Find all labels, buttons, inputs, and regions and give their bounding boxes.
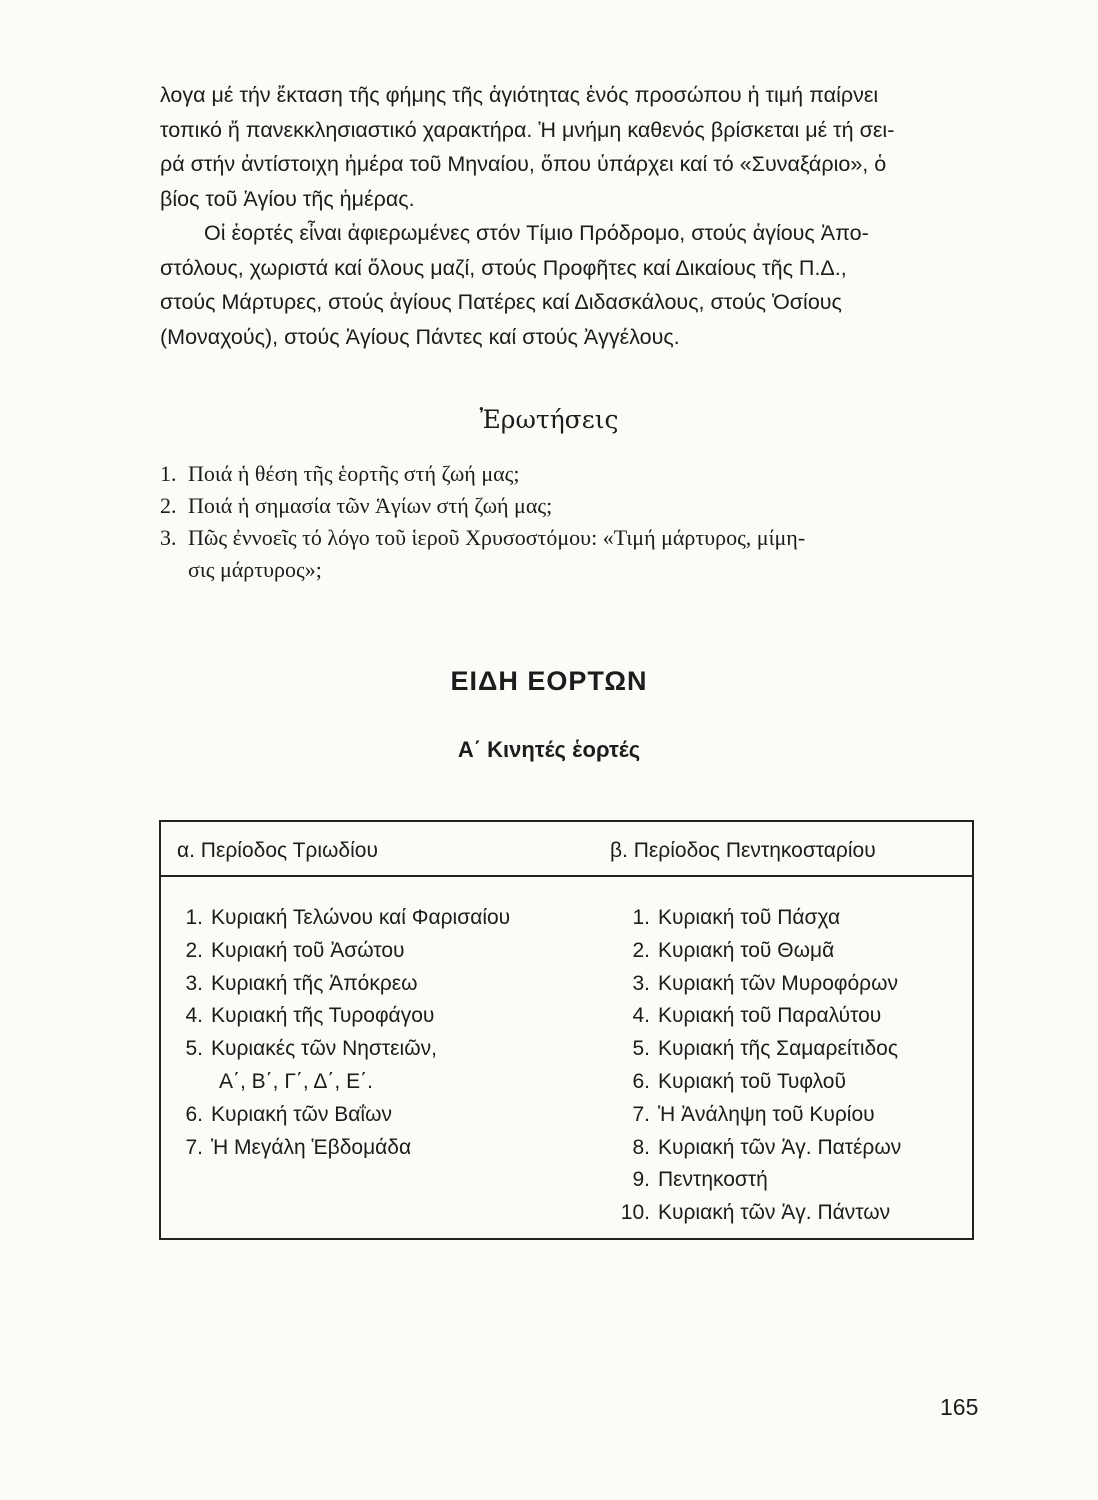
item-number: 3.	[632, 971, 650, 995]
header-pentecostarion: β. Περίοδος Πεντηκοσταρίου	[610, 839, 876, 862]
text-line: τοπικό ἤ πανεκκλησιαστικό χαρακτήρα. Ἡ μνήμη καθενός βρίσκεται μέ τή σει-	[160, 117, 895, 142]
header-triodion: α. Περίοδος Τριωδίου	[177, 839, 378, 862]
item-number: 4.	[185, 1004, 203, 1028]
list-item	[181, 1033, 510, 1066]
text-line: στούς Μάρτυρες, στούς ἁγίους Πατέρες καί Διδασκάλους, στούς Ὁσίους	[160, 290, 842, 314]
item-number: 9.	[632, 1168, 650, 1192]
list-item	[616, 968, 901, 1001]
text-line: βίος τοῦ Ἁγίου τῆς ἡμέρας.	[160, 186, 415, 211]
item-number: 3.	[185, 971, 203, 995]
item-text: Κυριακή τοῦ Πάσχα	[658, 906, 841, 929]
list-item	[181, 935, 510, 968]
list-item	[616, 1099, 901, 1132]
question-text: Ποιά ἡ θέση τῆς ἑορτῆς στή ζωή μας;	[188, 461, 520, 486]
list-item	[181, 1132, 510, 1165]
question-item	[160, 522, 990, 554]
item-text: Κυριακή τοῦ Ἀσώτου	[211, 938, 405, 962]
question-number: 1.	[160, 461, 177, 486]
item-text: Κυριακές τῶν Νηστειῶν,	[211, 1037, 437, 1061]
questions-list	[160, 458, 990, 586]
item-text: Κυριακή τῆς Ἀπόκρεω	[211, 971, 418, 995]
pentecostarion-list	[616, 902, 901, 1230]
feasts-table	[159, 820, 974, 1240]
text-line: Οἱ ἑορτές εἶναι ἀφιερωμένες στόν Τίμιο Πρόδρομο, στούς ἁγίους Ἀπο-	[204, 221, 869, 245]
text-line: λογα μέ τήν ἔκταση τῆς φήμης τῆς ἁγιότητας ἑνός προσώπου ἡ τιμή παίρνει	[160, 83, 879, 107]
list-item	[616, 902, 901, 935]
list-item	[181, 902, 510, 935]
item-number: 7.	[185, 1135, 203, 1159]
item-number: 5.	[185, 1037, 203, 1061]
page-number: 165	[940, 1394, 979, 1420]
table-header	[161, 822, 972, 877]
item-text: Κυριακή τῶν Ἁγ. Πάντων	[658, 1201, 891, 1225]
item-text: Κυριακή τοῦ Παραλύτου	[658, 1004, 882, 1028]
section-subtitle: Α΄ Κινητές ἑορτές	[457, 737, 641, 762]
item-text: Α΄, Β΄, Γ΄, Δ΄, Ε΄.	[219, 1069, 373, 1093]
list-item	[181, 968, 510, 1001]
list-item	[616, 1197, 901, 1230]
question-continuation: σις μάρτυρος»;	[188, 557, 322, 582]
item-text: Κυριακή τῆς Σαμαρείτιδος	[658, 1037, 898, 1061]
item-number: 1.	[632, 906, 650, 929]
list-item	[616, 935, 901, 968]
question-number: 2.	[160, 493, 177, 518]
question-number: 3.	[160, 525, 177, 550]
item-number: 10.	[620, 1201, 650, 1225]
list-item	[616, 1066, 901, 1099]
item-text: Κυριακή τῆς Τυροφάγου	[211, 1004, 435, 1028]
section-title: ΕΙΔΗ ΕΟΡΤΩΝ	[450, 666, 648, 696]
text-line: στόλους, χωριστά καί ὅλους μαζί, στούς Προφῆτες καί Δικαίους τῆς Π.Δ.,	[160, 255, 847, 280]
item-number: 2.	[185, 938, 203, 962]
item-text: Ἡ Ἀνάληψη τοῦ Κυρίου	[658, 1102, 875, 1126]
item-number: 7.	[632, 1102, 650, 1126]
question-item	[160, 458, 990, 490]
item-text: Ἡ Μεγάλη Ἑβδομάδα	[211, 1135, 412, 1159]
question-text: Πῶς ἐννοεῖς τό λόγο τοῦ ἱεροῦ Χρυσοστόμου: «Τιμή μάρτυρος, μίμη-	[188, 525, 806, 550]
question-text: Ποιά ἡ σημασία τῶν Ἁγίων στή ζωή μας;	[188, 493, 553, 518]
item-text: Κυριακή Τελώνου καί Φαρισαίου	[211, 906, 511, 929]
item-text: Πεντηκοστή	[658, 1168, 768, 1192]
item-number: 1.	[185, 906, 203, 929]
item-text: Κυριακή τοῦ Θωμᾶ	[658, 938, 835, 962]
question-item	[160, 490, 990, 522]
item-text: Κυριακή τῶν Βαΐων	[211, 1102, 392, 1126]
item-number: 5.	[632, 1037, 650, 1061]
list-item	[616, 1033, 901, 1066]
text-line: (Μοναχούς), στούς Ἁγίους Πάντες καί στούς Ἀγγέλους.	[160, 324, 680, 349]
list-item	[181, 1000, 510, 1033]
list-item-continuation	[181, 1066, 510, 1099]
item-text: Κυριακή τοῦ Τυφλοῦ	[658, 1069, 846, 1093]
list-item	[616, 1000, 901, 1033]
body-text	[160, 78, 980, 354]
item-text: Κυριακή τῶν Ἁγ. Πατέρων	[658, 1135, 902, 1159]
list-item	[181, 1099, 510, 1132]
list-item	[616, 1132, 901, 1165]
text-line: ρά στήν ἀντίστοιχη ἡμέρα τοῦ Μηναίου, ὅπου ὑπάρχει καί τό «Συναξάριο», ὁ	[160, 152, 887, 176]
item-number: 2.	[632, 938, 650, 962]
item-number: 8.	[632, 1135, 650, 1159]
list-item	[616, 1164, 901, 1197]
item-number: 4.	[632, 1004, 650, 1028]
triodion-list	[181, 902, 510, 1164]
item-text: Κυριακή τῶν Μυροφόρων	[658, 971, 899, 995]
questions-title: Ἐρωτήσεις	[479, 405, 619, 434]
item-number: 6.	[632, 1069, 650, 1093]
item-number: 6.	[185, 1102, 203, 1126]
